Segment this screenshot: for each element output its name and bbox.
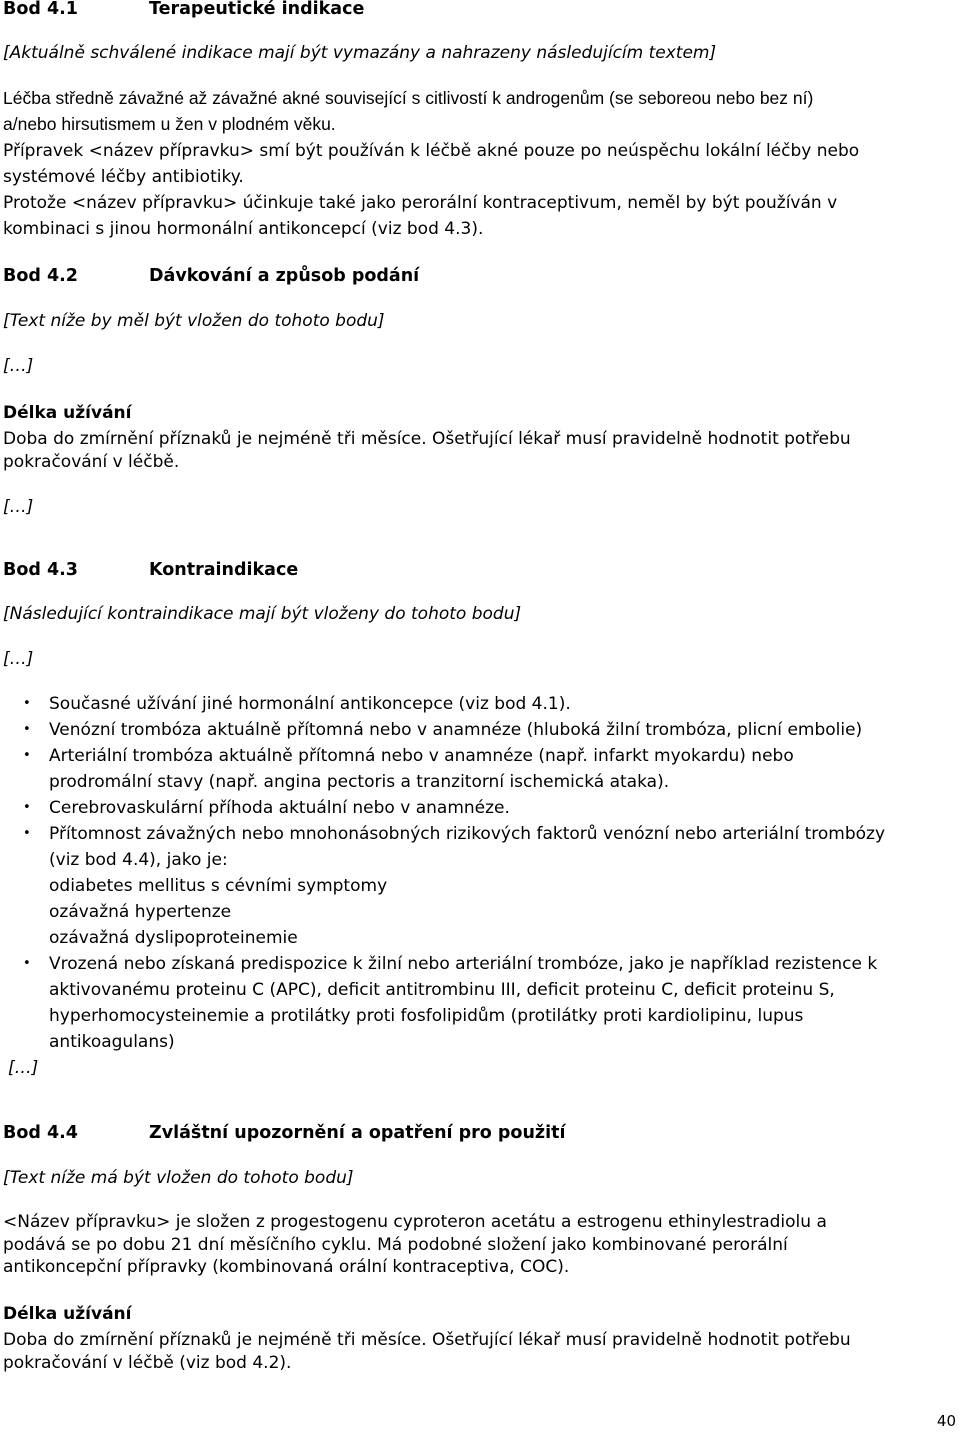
paragraph-line: antikoncepční přípravky (kombinovaná orální kontraceptiva, COC). [3, 1257, 570, 1277]
editorial-note: [Aktuálně schválené indikace mají být vymazány a nahrazeny následujícím textem] [3, 43, 717, 63]
editorial-note: [Následující kontraindikace mají být vloženy do tohoto bodu] [3, 604, 522, 624]
section-heading-4-3 [3, 559, 298, 581]
ellipsis-marker: […] [3, 497, 34, 517]
list-item: Současné užívání jiné hormonální antikoncepce (viz bod 4.1). [49, 694, 571, 714]
list-item: Přítomnost závažných nebo mnohonásobných rizikových faktorů venózní nebo arteriální trombózy [49, 824, 886, 844]
section-title: Terapeutické indikace [149, 0, 365, 19]
editorial-note: [Text níže má být vložen do tohoto bodu] [3, 1168, 354, 1188]
section-number: Bod 4.3 [3, 560, 78, 580]
paragraph-line: kombinaci s jinou hormonální antikoncepcí (viz bod 4.3). [3, 219, 484, 239]
list-item: Vrozená nebo získaná predispozice k žilní nebo arteriální trombóze, jako je například rezistence k [49, 954, 878, 974]
bullet-glyph: • [23, 826, 31, 841]
paragraph-line: systémové léčby antibiotiky. [3, 167, 244, 187]
list-item-continuation: aktivovanému proteinu C (APC), deficit antitrombinu III, deficit proteinu C, deficit proteinu S, [49, 980, 835, 1000]
list-item: Arteriální trombóza aktuálně přítomná nebo v anamnéze (např. infarkt myokardu) nebo [49, 746, 794, 766]
bullet-glyph: • [23, 748, 31, 763]
paragraph-line: a/nebo hirsutismem u žen v plodném věku. [3, 114, 336, 134]
paragraph-line: Přípravek <název přípravku> smí být používán k léčbě akné pouze po neúspěchu lokální léčby nebo [3, 141, 860, 161]
paragraph-line: Doba do zmírnění příznaků je nejméně tři měsíce. Ošetřující lékař musí pravidelně hodnotit potřebu [3, 1330, 851, 1350]
list-item-continuation: hyperhomocysteinemie a protilátky proti fosfolipidům (protilátky proti kardiolipinu, lupus [49, 1006, 804, 1026]
paragraph-line: Léčba středně závažné až závažné akné související s citlivostí k androgenům (se seboreou nebo bez ní) [3, 88, 814, 108]
ellipsis-marker: […] [3, 356, 34, 376]
paragraph-line: <Název přípravku> je složen z progestogenu cyproteron acetátu a estrogenu ethinylestradiolu a [3, 1212, 827, 1232]
section-heading-4-1 [3, 0, 364, 20]
section-heading-4-4 [3, 1122, 565, 1144]
bullet-glyph: • [23, 696, 31, 711]
sub-heading: Délka užívání [3, 403, 132, 423]
section-number: Bod 4.2 [3, 266, 78, 286]
list-item-continuation: antikoagulans) [49, 1032, 175, 1052]
paragraph-line: Protože <název přípravku> účinkuje také jako perorální kontraceptivum, neměl by být používán v [3, 193, 838, 213]
paragraph-line: pokračování v léčbě. [3, 452, 180, 472]
sub-heading: Délka užívání [3, 1304, 132, 1324]
section-number: Bod 4.4 [3, 1123, 78, 1143]
bullet-glyph: • [23, 956, 31, 971]
page-number: 40 [936, 1412, 956, 1430]
sub-list-item: ozávažná dyslipoproteinemie [49, 928, 298, 948]
section-title: Zvláštní upozornění a opatření pro použití [149, 1123, 566, 1143]
paragraph-line: Doba do zmírnění příznaků je nejméně tři měsíce. Ošetřující lékař musí pravidelně hodnotit potřebu [3, 429, 851, 449]
sub-list-item: ozávažná hypertenze [49, 902, 232, 922]
section-number: Bod 4.1 [3, 0, 78, 19]
list-item-continuation: prodromální stavy (např. angina pectoris a tranzitorní ischemická ataka). [49, 772, 670, 792]
section-heading-4-2 [3, 265, 419, 287]
ellipsis-marker: […] [8, 1058, 39, 1078]
list-item: Venózní trombóza aktuálně přítomná nebo v anamnéze (hluboká žilní trombóza, plicní embolie) [49, 720, 863, 740]
editorial-note: [Text níže by měl být vložen do tohoto bodu] [3, 311, 385, 331]
list-item: Cerebrovaskulární příhoda aktuální nebo v anamnéze. [49, 798, 510, 818]
paragraph-line: podává se po dobu 21 dní měsíčního cyklu. Má podobné složení jako kombinované perorální [3, 1235, 788, 1255]
bullet-glyph: • [23, 722, 31, 737]
section-title: Dávkování a způsob podání [149, 266, 420, 286]
ellipsis-marker: […] [3, 649, 34, 669]
sub-list-item: odiabetes mellitus s cévními symptomy [49, 876, 388, 896]
paragraph-line: pokračování v léčbě (viz bod 4.2). [3, 1353, 292, 1373]
list-item-continuation: (viz bod 4.4), jako je: [49, 850, 228, 870]
bullet-glyph: • [23, 800, 31, 815]
section-title: Kontraindikace [149, 560, 299, 580]
